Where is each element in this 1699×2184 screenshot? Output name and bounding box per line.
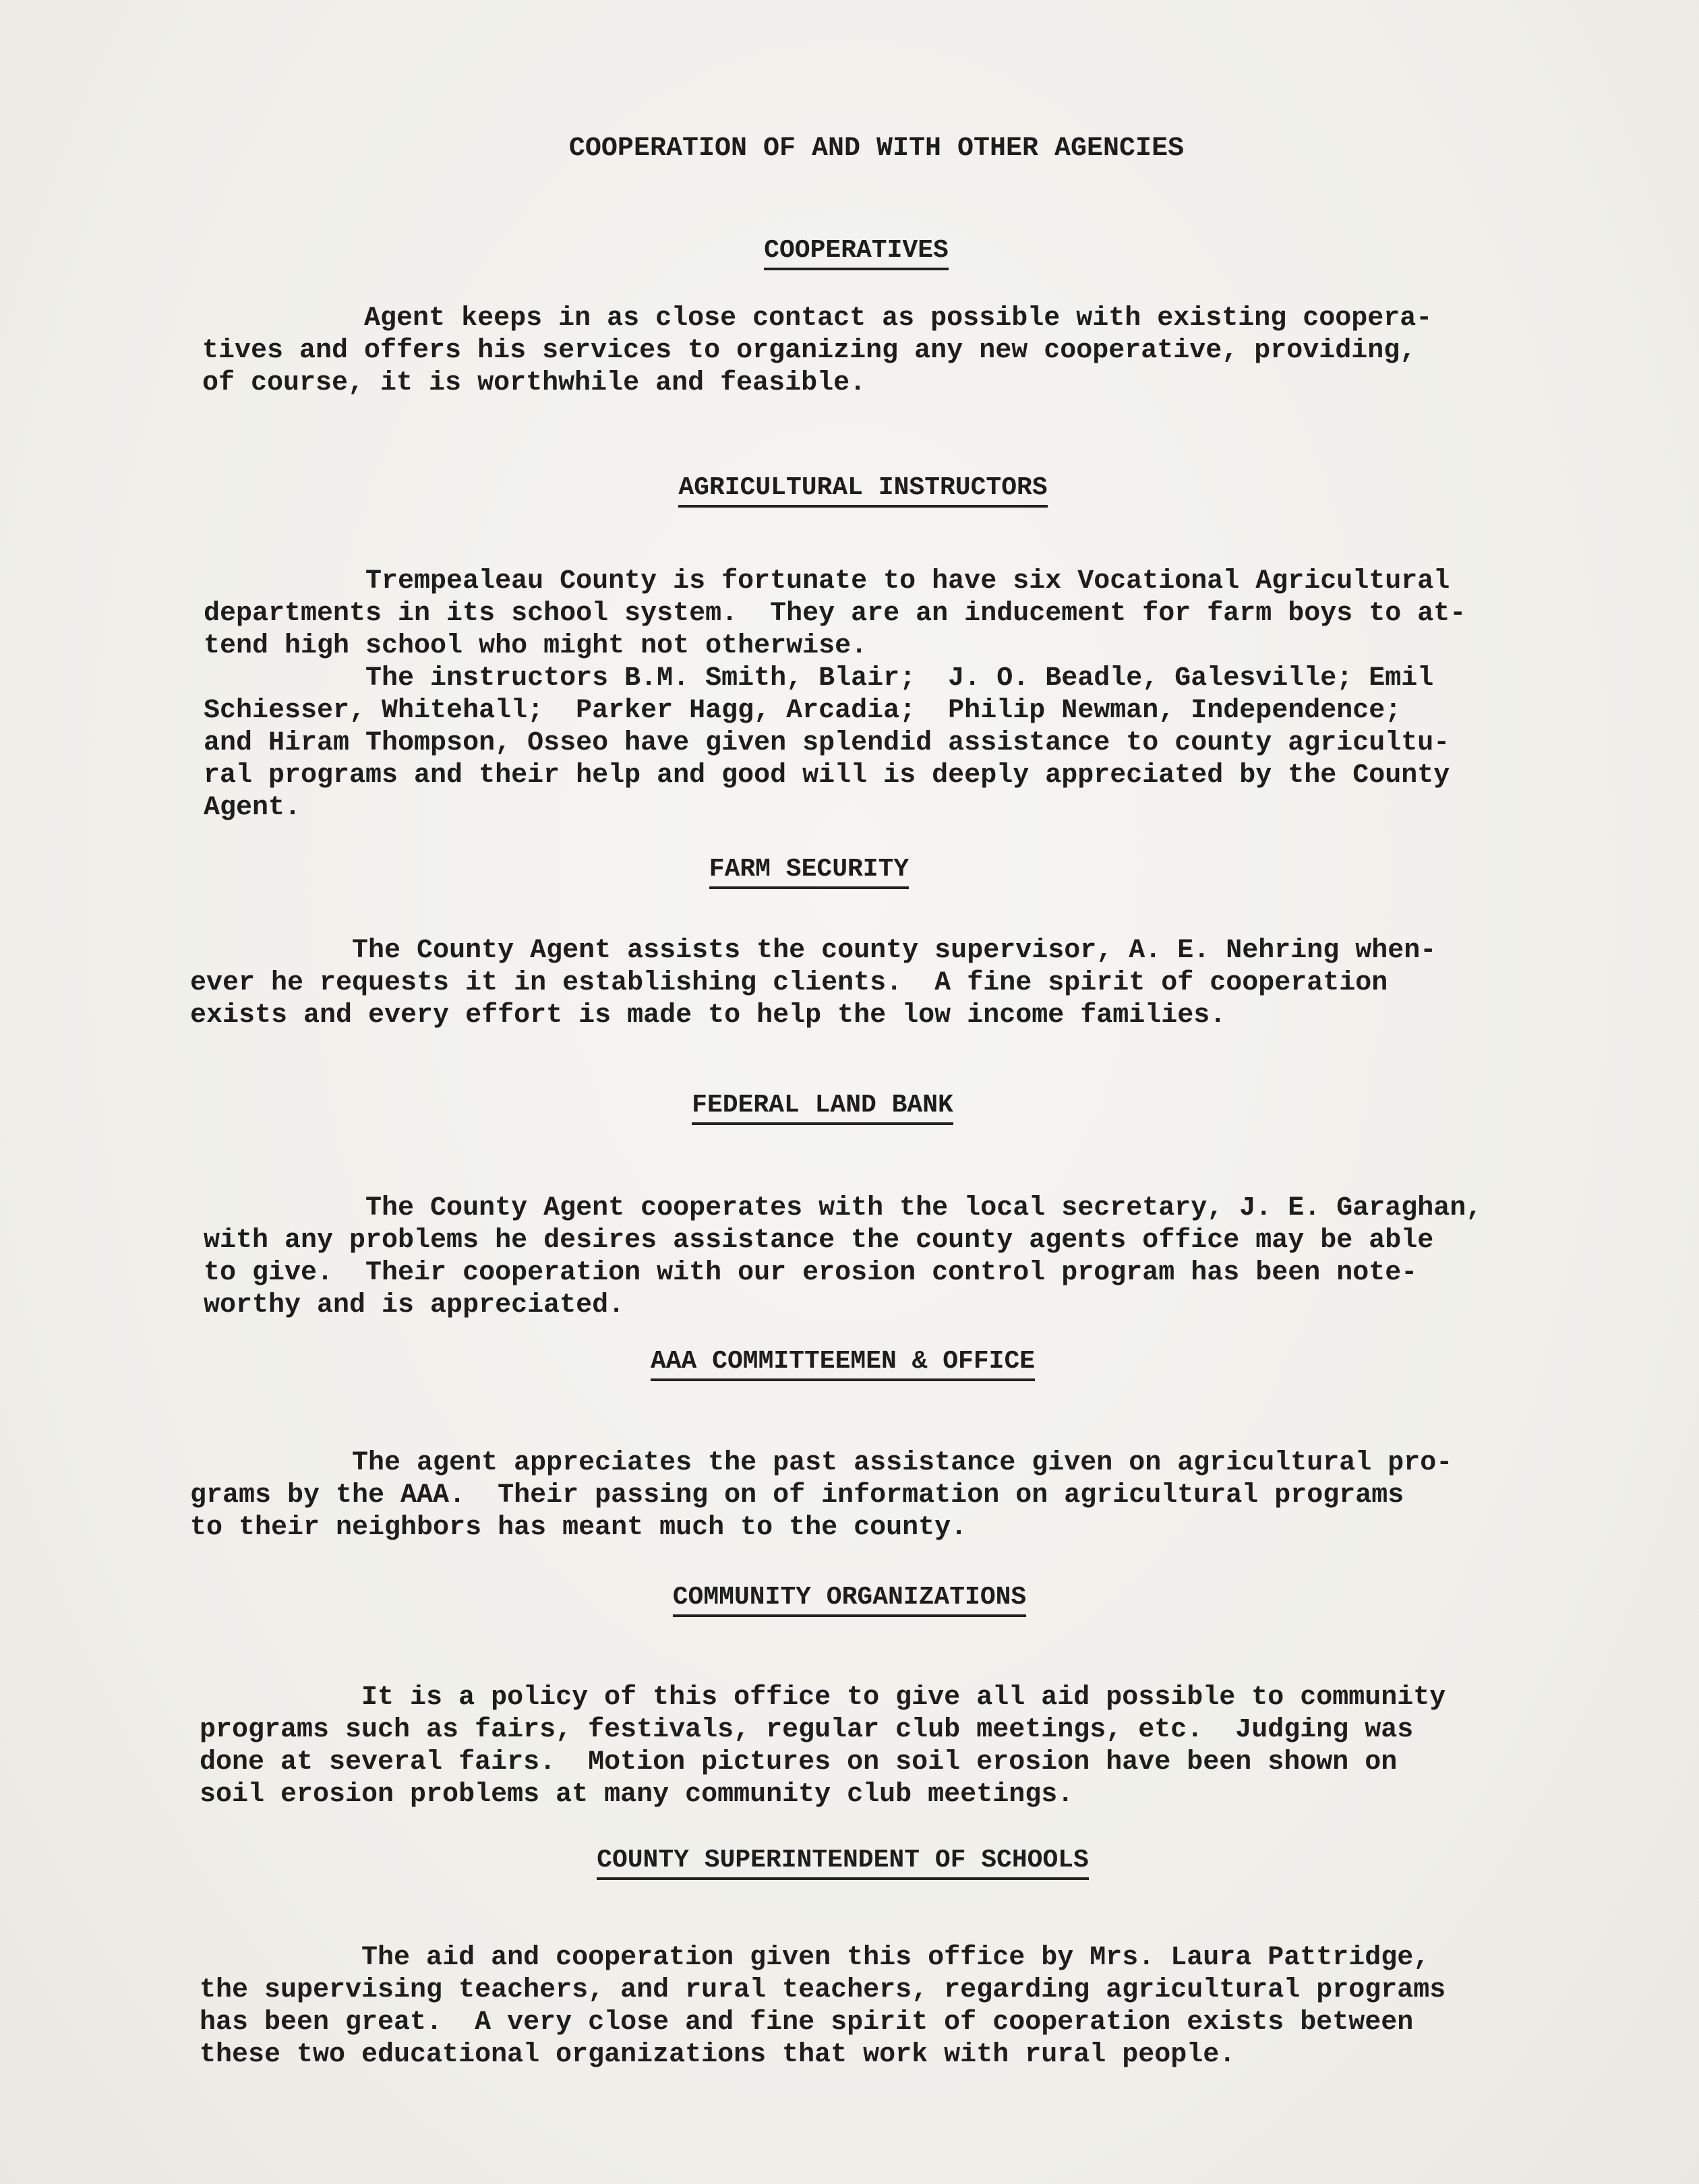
- section-heading: AGRICULTURAL INSTRUCTORS: [13, 473, 1699, 508]
- section-body: The agent appreciates the past assistance given on agricultural pro- grams by the AAA. Their passing on of information on agricultural programs to their neighbors has meant much to the county.: [190, 1448, 1453, 1543]
- section-heading: FEDERAL LAND BANK: [0, 1091, 1672, 1125]
- section-body: The County Agent assists the county supervisor, A. E. Nehring when- ever he requests it in establishing clients. A fine spirit of cooperation exists and every effort is made to help the low income families.: [190, 936, 1437, 1031]
- section-cooperatives: [0, 236, 1699, 398]
- section-county-superintendent: [0, 1846, 1699, 2070]
- section-body: The County Agent cooperates with the local secretary, J. E. Garaghan, with any problems he desires assistance the county agents office may be able to give. Their cooperation with our erosion control program has been note- worthy and is appreciated.: [204, 1193, 1483, 1321]
- section-body: Agent keeps in as close contact as possible with existing coopera- tives and offers his services to organizing any new cooperative, providing, of course, it is worthwhile and feasible.: [202, 303, 1433, 398]
- section-aaa-committeemen: [0, 1347, 1699, 1543]
- section-heading: COOPERATIVES: [7, 236, 1699, 270]
- section-body: It is a policy of this office to give all aid possible to community programs such as fairs, festivals, regular club meetings, etc. Judging was done at several fairs. Motion pictures on soil erosion have been shown on soil erosion problems at many community club meetings.: [200, 1682, 1446, 1810]
- section-agricultural-instructors: [0, 473, 1699, 823]
- section-heading: FARM SECURITY: [0, 855, 1659, 889]
- section-heading: COMMUNITY ORGANIZATIONS: [0, 1583, 1699, 1617]
- section-body: The aid and cooperation given this office by Mrs. Laura Pattridge, the supervising teachers, and rural teachers, regarding agricultural programs has been great. A very close and fine spirit of cooperation exists between these two educational organizations that work with rural people.: [200, 1943, 1446, 2070]
- section-heading: COUNTY SUPERINTENDENT OF SCHOOLS: [0, 1846, 1692, 1880]
- section-federal-land-bank: [0, 1091, 1699, 1321]
- section-farm-security: [0, 855, 1699, 1031]
- section-heading: AAA COMMITTEEMEN & OFFICE: [0, 1347, 1692, 1381]
- page-title: COOPERATION OF AND WITH OTHER AGENCIES: [568, 133, 1185, 164]
- section-community-organizations: [0, 1583, 1699, 1810]
- section-body: Trempealeau County is fortunate to have six Vocational Agricultural departments in its school system. They are an inducement for farm boys to at- tend high school who might not otherwise. The instructors B.M. Smith, Blair; J. O. Beadle, Galesville; Emil Schiesser, Whitehall; Parker Hagg, Arcadia; Philip Newman, Independence; and Hiram Thompson, Osseo have given splendid assistance to county agricultu- ral programs and their help and good will is deeply appreciated by the County Agent.: [204, 566, 1466, 823]
